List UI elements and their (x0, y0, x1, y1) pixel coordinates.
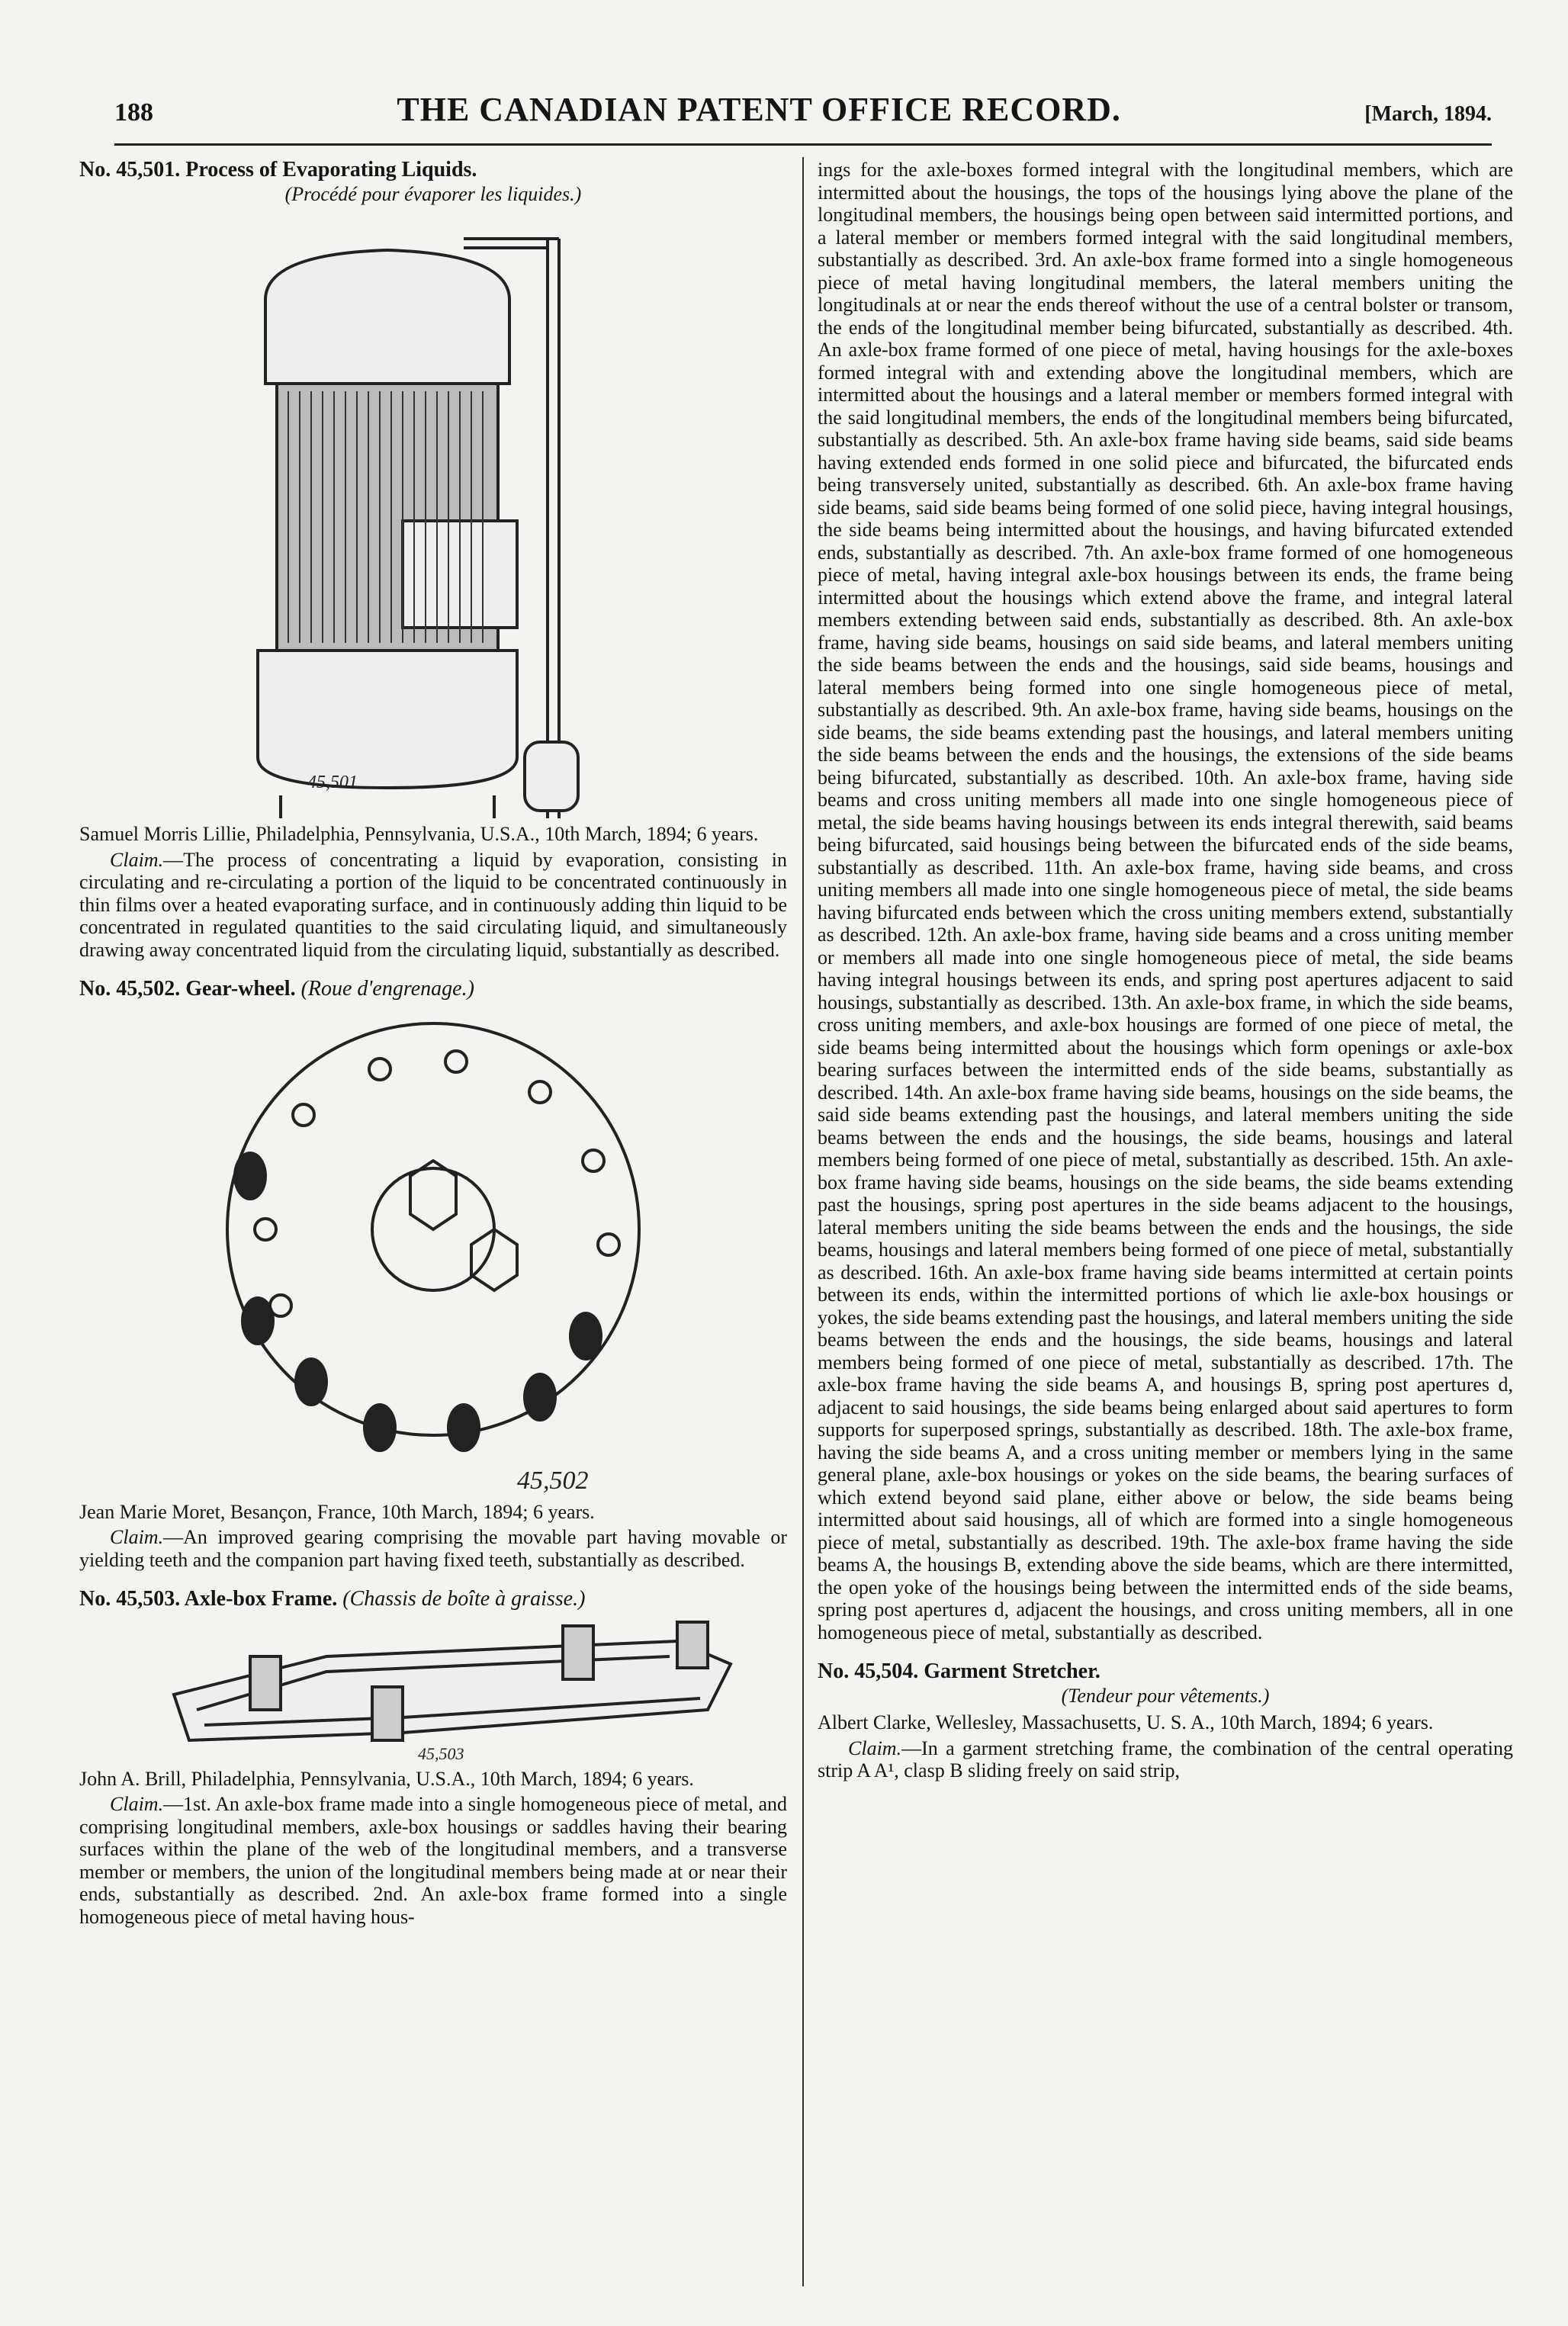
page-header (114, 90, 1492, 136)
patent-french-title: (Roue d'engrenage.) (300, 977, 474, 1001)
patent-french-title: (Procédé pour évaporer les liquides.) (284, 182, 582, 205)
page-number: 188 (114, 98, 153, 127)
claim-text: —The process of concentrating a liquid by evaporation, consisting in circulating and re-circulating a portion of the liquid to be concentrated continuously in thin films over a heated evaporating surface, and in continuously adding thin liquid to be concentrated in regulated quantities to the said circulating liquid, and simultaneously drawing away concentrated liquid from the circulating liquid, substantially as described. (79, 848, 787, 961)
claim-text: —An improved gearing comprising the movable part having movable or yielding teeth and the companion part having fixed teeth, substantially as described. (79, 1526, 787, 1571)
patent-french-title: (Tendeur pour vêtements.) (1061, 1684, 1270, 1707)
claim-label: Claim. (110, 848, 164, 871)
figure-caption: 45,503 (418, 1743, 464, 1763)
patent-heading: No. 45,503. Axle-box Frame. (Chassis de boîte à graisse.) (79, 1587, 586, 1611)
header-rule (114, 143, 1492, 146)
patent-heading: No. 45,504. Garment Stretcher. (818, 1659, 1100, 1683)
journal-title: THE CANADIAN PATENT OFFICE RECORD. (397, 91, 1121, 128)
claim-paragraph (79, 849, 787, 962)
axle-box-frame-figure (98, 1611, 769, 1763)
claim-paragraph (818, 1737, 1513, 1782)
figure-caption: 45,502 (517, 1466, 589, 1495)
claim-text: —1st. An axle-box frame made into a single homogeneous piece of metal, and comprising longitudinal members, axle-box housings or saddles having their bearing surfaces within the plane of the web of the longitudinal members, and a transverse member or members, the union of the longitudinal members being made at or near their ends, substantially as described. 2nd. An axle-box frame formed into a single homogeneous piece of metal having hous- (79, 1793, 787, 1928)
issue-date: [March, 1894. (1364, 102, 1492, 126)
figure-caption: 45,501 (307, 773, 358, 792)
inventor-line: Albert Clarke, Wellesley, Massachusetts, U. S. A., 10th March, 1894; 6 years. (818, 1711, 1434, 1733)
claim-label: Claim. (848, 1736, 902, 1759)
left-column (79, 159, 787, 1945)
claim-label: Claim. (110, 1793, 164, 1815)
patent-heading: No. 45,501. Process of Evaporating Liquids. (79, 158, 477, 182)
gear-wheel-figure (166, 1001, 700, 1496)
claim-paragraph (79, 1526, 787, 1571)
claim-label: Claim. (110, 1526, 164, 1548)
right-column (818, 159, 1513, 1799)
inventor-line: John A. Brill, Philadelphia, Pennsylvania, U.S.A., 10th March, 1894; 6 years. (79, 1767, 694, 1790)
claim-paragraph (79, 1793, 787, 1928)
patent-heading: No. 45,502. Gear-wheel. (Roue d'engrenage.) (79, 977, 474, 1001)
patent-french-title: (Chassis de boîte à graisse.) (342, 1587, 586, 1611)
inventor-line: Samuel Morris Lillie, Philadelphia, Pennsylvania, U.S.A., 10th March, 1894; 6 years. (79, 823, 759, 845)
inventor-line: Jean Marie Moret, Besançon, France, 10th March, 1894; 6 years. (79, 1500, 595, 1523)
claim-text: —In a garment stretching frame, the combination of the central operating strip A A¹, clasp B sliding freely on said strip, (818, 1736, 1513, 1781)
column-divider (802, 157, 804, 2286)
claim-continuation: ings for the axle-boxes formed integral with the longitudinal members, which are intermitted about the housings, the tops of the housings lying above the plane of the longitudinal members, the housings being open between said intermitted portions, and a lateral member or members formed integral with the said longitudinal members, substantially as described. 3rd. An axle-box frame formed into a single homogeneous piece of metal having longitudinal members, the lateral members uniting the longitudinals at or near the ends thereof without the use of a central bolster or transom, the ends of the longitudinal member being bifurcated, substantially as described. 4th. An axle-box frame formed of one piece of metal, having housings for the axle-boxes formed integral with and extending above the longitudinal members, which are intermitted about the housings and a lateral member or members formed integral with the said longitudinal members, the ends of the longitudinal members being bifurcated, substantially as described. 5th. An axle-box frame having side beams, said side beams having extended ends formed in one solid piece and bifurcated, the bifurcated ends being transversely united, substantially as described. 6th. An axle-box frame having side beams, said side beams being formed of one solid piece, having integral housings, the side beams being intermitted about the housings, and having bifurcated extended ends, substantially as described. 7th. An axle-box frame formed of one homogeneous piece of metal, having integral axle-box housings between its ends, the frame being intermitted about the housings which extend above the frame, and integral lateral members extending between said ends, substantially as described. 8th. An axle-box frame, having side beams, housings on said side beams, and lateral members uniting the side beams between the ends and the housings, said side beams, housings and lateral members being formed into one single homogeneous piece of metal, substantially as described. 9th. An axle-box frame, having side beams, housings on the side beams, the side beams extending past the housings, and lateral members uniting the side beams between the ends and the housings, the extensions of the side beams being bifurcated, substantially as described. 10th. An axle-box frame, having side beams and cross uniting members all made into one single homogeneous piece of metal, the side beams having housings between its ends integral therewith, said beams being bifurcated, said housings being between the bifurcated ends of the side beams, substantially as described. 11th. An axle-box frame, having side beams, and cross uniting members all made into one single homogeneous piece of metal, the side beams having bifurcated ends between which the cross uniting members extend, substantially as described. 12th. An axle-box frame, having side beams and a cross uniting member or members all made into one single homogeneous piece of metal, the side beams having integral housings between its ends, and spring post apertures adjacent to said housings, substantially as described. 13th. An axle-box frame, in which the side beams, cross uniting members, and axle-box housings are formed of one piece of metal, the side beams being intermitted about the housings which form openings or axle-box bearing surfaces between the intermitted ends of the side beams, substantially as described. 14th. An axle-box frame having side beams, housings on the side beams, the said side beams extending past the housings, and lateral members uniting the side beams between the ends and the housings, the side beams, housings and lateral members being formed of one piece of metal, substantially as described. 15th. An axle-box frame having side beams, housings on the side beams, the side beams extending past the housings, spring post apertures in the side beams adjacent to the housings, lateral members uniting the side beams between the ends and the housings, the side beams, housings and lateral members being formed of one piece of metal, substantially as described. 16th. An axle-box frame having side beams intermitted at certain points between its ends, within the intermitted portions of which lie axle-box housings or yokes, the side beams extending past the housings, and lateral members uniting the side beams between the ends and the housings, the side beams, housings and lateral members being formed of one piece of metal, substantially as described. 17th. The axle-box frame having the side beams A, and housings B, spring post apertures d, adjacent to said housings, the side beams being enlarged about said apertures to form supports for superposed springs, substantially as described. 18th. The axle-box frame, having the side beams A, and a cross uniting member or members lying in the same general plane, axle-box housings or yokes on the side beams, the bearing surfaces of which extend beyond said plane, either above or below, the side beams being intermitted about said housings, all of which are formed into a single homogeneous piece of metal, substantially as described. 19th. The axle-box frame having the side beams A, the housings B, extending above the side beams, which are there intermitted, the open yoke of the housings being between the intermitted ends of the side beams, spring post apertures d, adjacent the housings, and cross uniting members, all in one homogeneous piece of metal, substantially as described. (818, 159, 1513, 1643)
evaporator-figure (235, 208, 631, 818)
